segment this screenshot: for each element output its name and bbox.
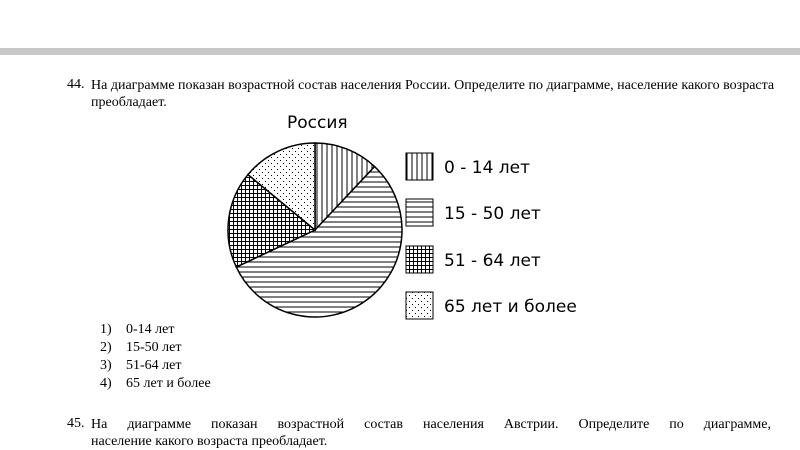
answer-option-4[interactable]: 4) 65 лет и более bbox=[100, 376, 211, 391]
answer-options bbox=[100, 321, 211, 393]
legend-label-3: 51 - 64 лет bbox=[444, 251, 541, 271]
answer-option-1[interactable]: 1) 0-14 лет bbox=[100, 322, 175, 337]
question-45-text bbox=[91, 416, 771, 450]
question-45-number: 45. bbox=[67, 416, 85, 431]
legend-swatch-2 bbox=[406, 199, 433, 226]
legend-swatch-3 bbox=[406, 246, 433, 273]
legend-label-2: 15 - 50 лет bbox=[444, 204, 541, 224]
question-45-line-1: На диаграмме показан возрастной состав населения Австрии. Определите по диаграмме, bbox=[91, 417, 771, 432]
question-44-number: 44. bbox=[67, 77, 85, 92]
legend-swatch-1 bbox=[406, 153, 433, 180]
legend-label-4: 65 лет и более bbox=[444, 297, 577, 317]
answer-option-3[interactable]: 3) 51-64 лет bbox=[100, 358, 182, 373]
legend-swatch-4 bbox=[406, 292, 433, 319]
question-44-text: На диаграмме показан возрастной состав населения России. Определите по диаграмме, население какого возраста преобладает. bbox=[91, 78, 775, 110]
legend-label-1: 0 - 14 лет bbox=[444, 158, 531, 178]
question-45-line-2: население какого возраста преобладает. bbox=[91, 434, 328, 449]
chart-title: Россия bbox=[287, 113, 348, 133]
answer-option-2[interactable]: 2) 15-50 лет bbox=[100, 340, 182, 355]
